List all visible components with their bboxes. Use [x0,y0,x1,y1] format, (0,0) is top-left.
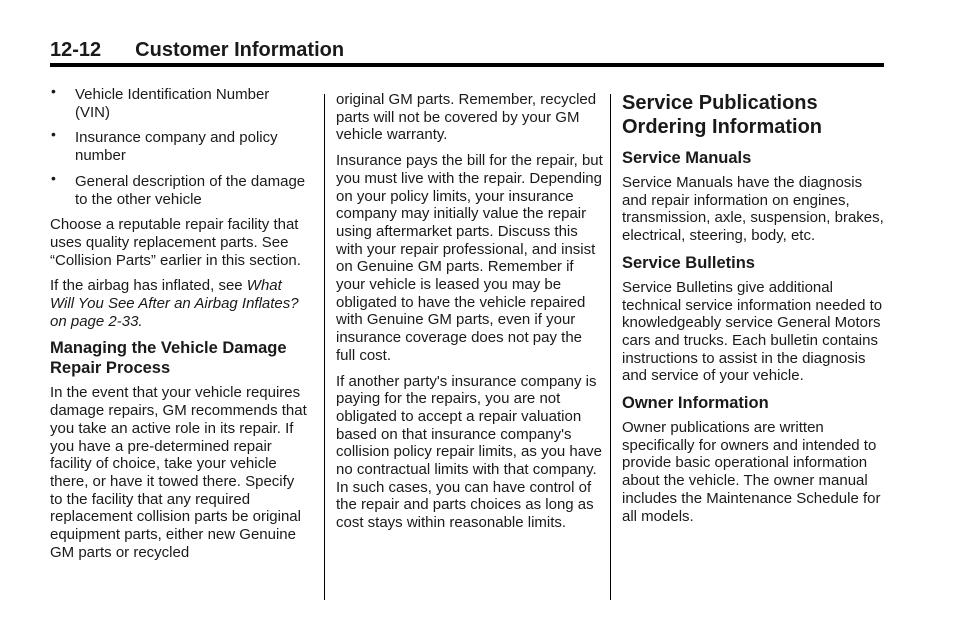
paragraph: original GM parts. Remember, recycled parts will not be covered by your GM vehicle warranty. [336,91,597,144]
section-heading: Managing the Vehicle Damage Repair Process [50,339,287,378]
list-item: • Insurance company and policy number [51,126,278,165]
column-3 [622,91,884,533]
subheading-service-manuals: Service Manuals [622,149,752,167]
column-divider-1 [324,94,325,600]
paragraph: If the airbag has inflated, see What Will You See After an Airbag Inflates? on page 2-33. [50,277,299,330]
column-divider-2 [610,94,611,600]
paragraph: Owner publications are written specifically for owners and intended to provide basic operational information about the vehicle. The owner manual includes the Maintenance Schedule for all models. [622,419,881,525]
header-rule [50,63,884,67]
bullet-icon: • [51,126,56,143]
section-title-large: Service Publications Ordering Information [622,92,822,138]
paragraph: Service Bulletins give additional technical service information needed to knowledgeably service General Motors cars and trucks. Each bulletin contains instructions to assist in the diagnosis and service of your vehicle. [622,278,883,385]
page-header [50,39,344,62]
paragraph: Service Manuals have the diagnosis and repair information on engines, transmission, axle, suspension, brakes, electrical, steering, body, etc. [622,174,884,245]
info-bullet-list [50,83,308,208]
paragraph: In the event that your vehicle requires damage repairs, GM recommends that you take an active role in its repair. If you have a pre-determined repair facility of choice, take your vehicle there, or have it towed there. Specify to the facility that any required replacement collision parts be original equipment parts, either new Genuine GM parts or recycled [50,384,307,561]
bullet-icon: • [51,169,56,186]
bullet-icon: • [51,83,56,99]
column-2 [336,91,604,540]
paragraph: Insurance pays the bill for the repair, but you must live with the repair. Depending on your policy limits, your insurance company may initially value the repair using aftermarket parts. Discuss this with your repair professional, and insist on Genuine GM parts. Remember if your vehicle is leased you may be obligated to have the vehicle repaired with Genuine GM parts, even if your insurance coverage does not pay the full cost. [336,152,603,364]
list-item: • General description of the damage to the other vehicle [51,169,306,208]
list-item: • Vehicle Identification Number (VIN) [51,83,270,121]
paragraph: If another party's insurance company is paying for the repairs, you are not obligated to accept a repair valuation based on that insurance company's collision policy repair limits, as you have no contractual limits with that company. In such cases, you can have control of the repair and parts choices as long as cost stays within reasonable limits. [336,372,602,532]
subheading-owner-information: Owner Information [622,394,769,413]
column-1 [50,83,308,569]
subheading-service-bulletins: Service Bulletins [622,253,755,272]
page-number: 12-12 [50,39,102,61]
paragraph: Choose a reputable repair facility that uses quality replacement parts. See “Collision Parts” earlier in this section. [50,216,301,269]
cross-reference-link[interactable]: What Will You See After an Airbag Inflates? on page 2-33. [50,277,299,330]
section-title: Customer Information [135,39,345,61]
